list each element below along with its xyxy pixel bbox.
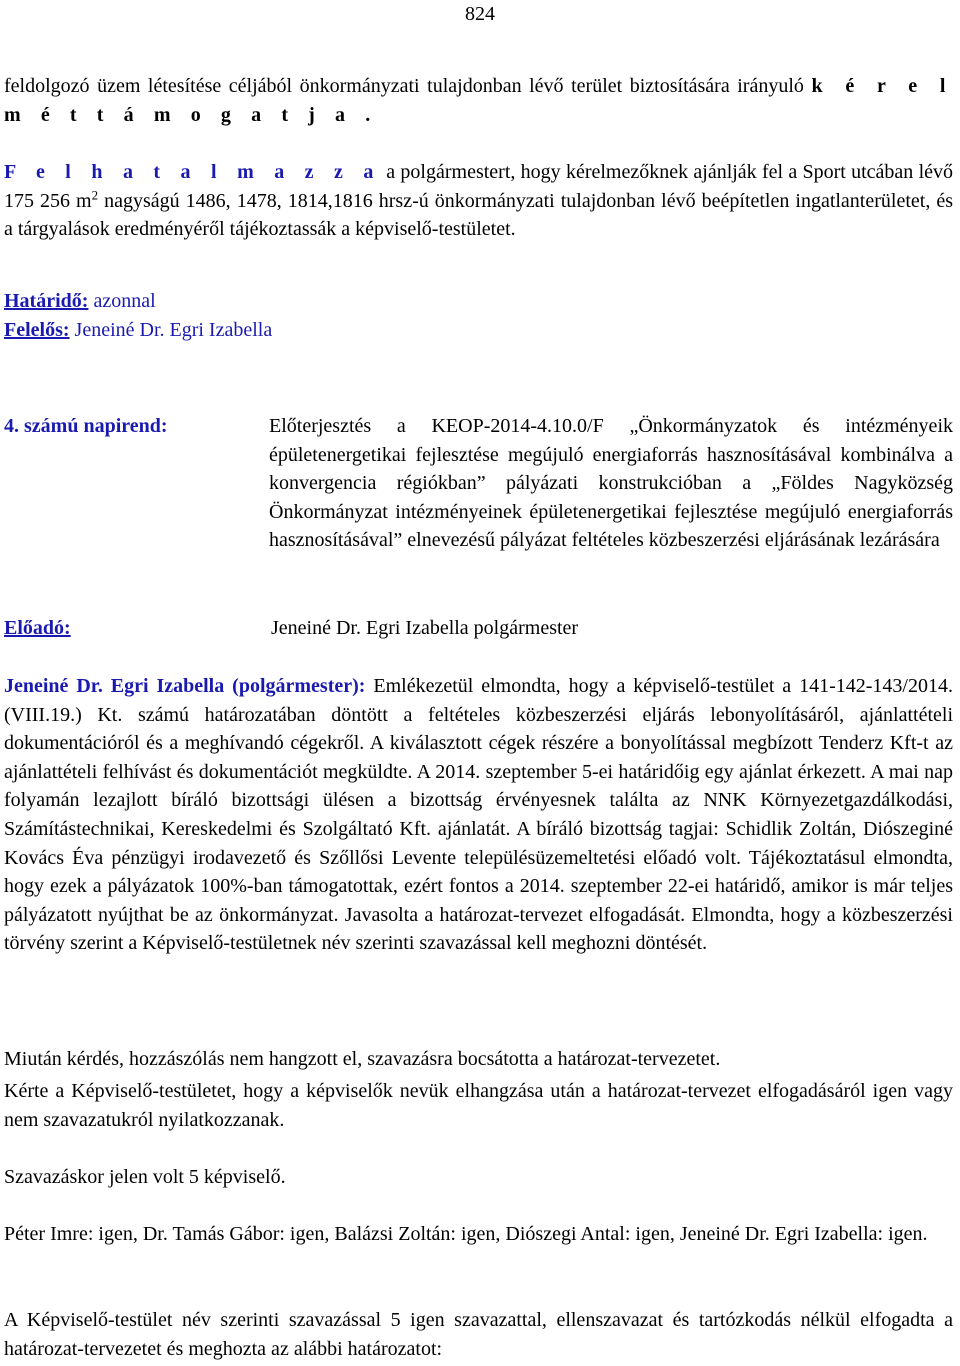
mayor-report-text: Emlékezetül elmondta, hogy a képviselő-testület a 141-142-143/2014. (VIII.19.) Kt. számú határozatában döntött a feltételes közbeszerzési eljárás lebonyolításáról, ajánlattételi dokumentációról és a meghívandó cégekről. A kiválasztott cégek részére a bonyolítással megbízott Tenderz Kft-t az ajánlattételi felhívást és dokumentációt megküldte. A 2014. szeptember 5-ei határidőig egy ajánlat érkezett. A mai nap folyamán lezajlott bíráló bizottsági ülésen a bizottság érvényesnek találta az NNK Környezetgazdálkodási, Számítástechnikai, Kereskedelmi és Szolgáltató Kft. ajánlatát. A bíráló bizottság tagjai: Schidlik Zoltán, Diószeginé Kovács Éva pénzügyi irodavezető és Szőllősi Levente településüzemeltetési előadó volt. Tájékoztatásul elmondta, hogy ezek a pályázatok 100%-ban támogatottak, ezért fontos a 2014. szeptember 22-ei határidő, amikor is már teljes pályázatott nyújthat be az önkormányzat. Javasolta a határozat-tervezet elfogadását. Elmondta, hogy a közbeszerzési törvény szerint a Képviselő-testületnek név szerinti szavazással kell meghozni döntését. — [4, 675, 953, 955]
paragraph-mayor-report — [4, 672, 953, 958]
page-number: 824 — [465, 3, 495, 25]
responsible-line — [4, 316, 953, 345]
paragraph-authorization — [4, 158, 953, 244]
paragraph-members-present: Szavazáskor jelen volt 5 képviselő. — [4, 1166, 286, 1188]
presenter-label: Előadó: — [4, 617, 71, 639]
agenda-item-text: Előterjesztés a KEOP-2014-4.10.0/F „Önkormányzatok és intézményeik épületenergetikai fejlesztése megújuló energiaforrás hasznosításával kombinálva a konvergencia régiókban” pályázati konstrukcióban a „Földes Nagyközség Önkormányzat intézményeinek épületenergetikai fejlesztése megújuló energiaforrás hasznosításával” elnevezésű pályázat feltételes közbeszerzési eljárásának lezárására — [269, 415, 953, 552]
presenter-name: Jeneiné Dr. Egri Izabella polgármester — [271, 617, 579, 639]
paragraph-vote-request: Kérte a Képviselő-testületet, hogy a képviselők nevük elhangzása után a határozat-tervezet elfogadásáról igen vagy nem szavazatukról nyilatkozzanak. — [4, 1080, 953, 1131]
area-exponent: 2 — [91, 186, 99, 202]
paragraph-vote-called: Miután kérdés, hozzászólás nem hangzott el, szavazásra bocsátotta a határozat-tervezetet. — [4, 1048, 721, 1070]
paragraph-resolution-adopted: A Képviselő-testület név szerinti szavazással 5 igen szavazattal, ellenszavazat és tartózkodás nélkül elfogadta a határozat-tervezetet és meghozta az alábbi határozatot: — [4, 1309, 953, 1360]
authorization-text-a: a polgármestert, hogy kérelmezőknek ajánlják fel a Sport utcában lévő 175 256 m — [4, 161, 953, 212]
authorization-text-b: nagyságú 1486, 1478, 1814,1816 hrsz-ú önkormányzati tulajdonban lévő beépítetlen ingatlanterületet, és a tárgyalások eredményéről tájékoztassák a képviselő-testületet. — [4, 189, 954, 241]
responsible-label: Felelős: — [4, 319, 70, 341]
speaker-name: Jeneiné Dr. Egri Izabella (polgármester): — [4, 675, 366, 697]
deadline-line — [4, 287, 953, 316]
agenda-item-label: 4. számú napirend: — [4, 415, 168, 437]
paragraph-request-support — [4, 72, 953, 129]
request-text: feldolgozó üzem létesítése céljából önkormányzati tulajdonban lévő terület biztosítására irányuló — [4, 75, 804, 97]
request-decision-keyword: k é r e l m é t t á m o g a t j a . — [4, 75, 954, 126]
deadline-label: Határidő: — [4, 290, 89, 312]
paragraph-roll-call: Péter Imre: igen, Dr. Tamás Gábor: igen, Balázsi Zoltán: igen, Diószegi Antal: igen, Jeneiné Dr. Egri Izabella: igen. — [4, 1223, 928, 1245]
responsible-value: Jeneiné Dr. Egri Izabella — [69, 319, 273, 341]
deadline-value: azonnal — [88, 290, 156, 312]
authorization-keyword: F e l h a t a l m a z z a — [4, 161, 381, 183]
